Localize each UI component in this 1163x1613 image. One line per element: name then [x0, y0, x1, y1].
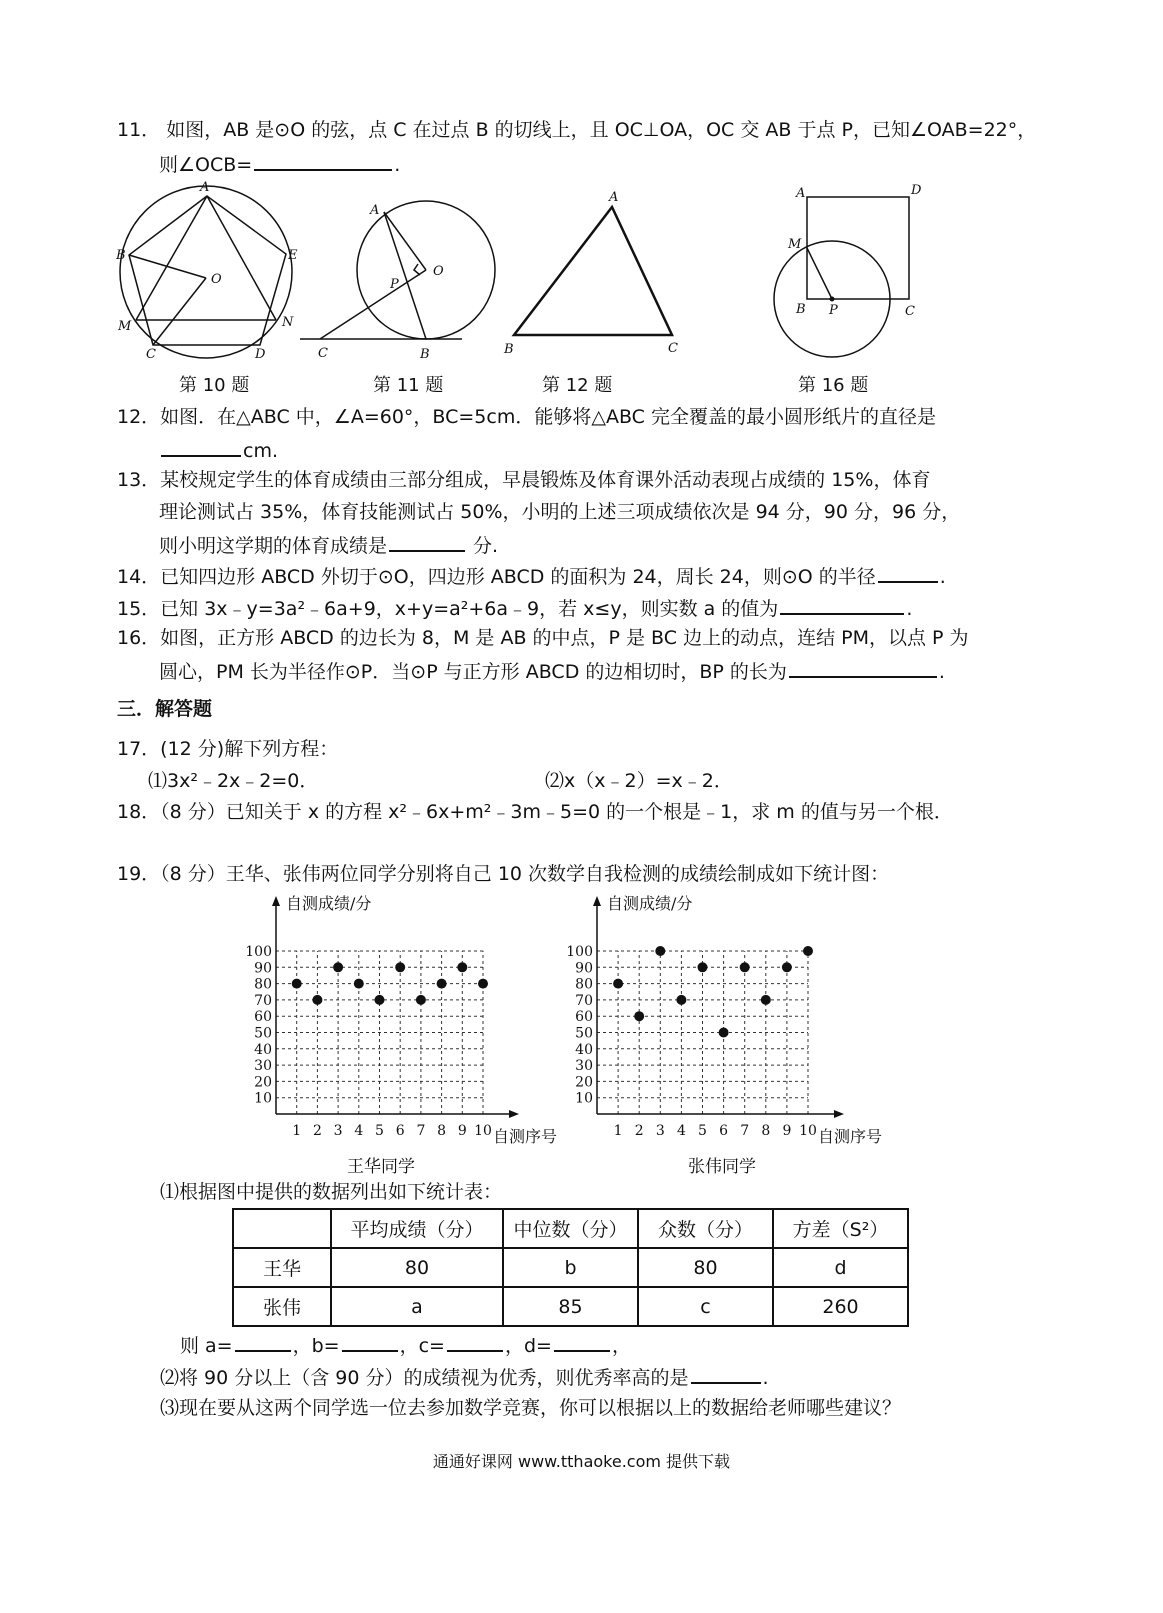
- svg-text:C: C: [146, 347, 156, 362]
- x-tick-label: 6: [395, 1123, 405, 1139]
- answer-blank: [389, 532, 465, 552]
- q17-eq1: ⑴3x²﹣2x﹣2=0．: [148, 770, 319, 792]
- figure-12: [514, 207, 672, 335]
- data-point: [354, 979, 364, 989]
- x-tick-label: 4: [354, 1123, 364, 1139]
- x-tick-label: 2: [312, 1123, 322, 1139]
- figure-16-caption: 第 16 题: [798, 375, 869, 396]
- y-tick-label: 90: [575, 960, 593, 977]
- table-cell: 80: [638, 1248, 773, 1287]
- y-axis-arrow: [272, 896, 280, 906]
- answer-blank: [691, 1364, 761, 1384]
- table-cell: 260: [773, 1287, 908, 1326]
- data-point: [655, 946, 665, 956]
- q13-line2: 理论测试占 35%，体育技能测试占 50%，小明的上述三项成绩依次是 94 分，90 分，96 分，: [159, 501, 961, 523]
- data-point: [698, 962, 708, 972]
- y-tick-label: 40: [575, 1041, 593, 1058]
- section-title: 三．解答题: [117, 698, 213, 720]
- y-tick-label: 70: [575, 992, 593, 1009]
- y-tick-label: 100: [245, 944, 272, 960]
- data-point: [395, 962, 405, 972]
- x-tick-label: 6: [719, 1123, 729, 1139]
- table-header-cell: 方差（S²）: [773, 1209, 908, 1248]
- y-tick-label: 50: [575, 1025, 593, 1042]
- svg-text:C: C: [668, 341, 678, 356]
- data-point: [782, 962, 792, 972]
- answer-blank: [554, 1332, 610, 1352]
- svg-text:M: M: [118, 319, 132, 334]
- table-header-cell: 平均成绩（分）: [331, 1209, 503, 1248]
- y-tick-label: 100: [566, 944, 593, 960]
- data-point: [416, 995, 426, 1005]
- table-row: [233, 1248, 908, 1287]
- data-point: [457, 962, 467, 972]
- x-axis-arrow: [834, 1110, 844, 1118]
- table-cell: 张伟: [233, 1287, 331, 1326]
- x-tick-label: 10: [474, 1123, 492, 1139]
- x-axis-title: 自测序号: [818, 1127, 883, 1146]
- svg-text:A: A: [609, 190, 619, 205]
- x-tick-label: 1: [292, 1123, 302, 1139]
- data-point: [312, 995, 322, 1005]
- svg-text:B: B: [796, 302, 806, 317]
- x-tick-label: 7: [740, 1123, 750, 1139]
- answer-blank: [447, 1332, 503, 1352]
- svg-text:P: P: [390, 277, 399, 292]
- table-cell: 85: [503, 1287, 638, 1326]
- answer-blank: [161, 437, 241, 457]
- y-tick-label: 40: [254, 1041, 272, 1058]
- data-point: [803, 946, 813, 956]
- table-cell: d: [773, 1248, 908, 1287]
- figure-11-caption: 第 11 题: [373, 375, 444, 396]
- q11-line2: 则∠OCB= .: [159, 151, 400, 177]
- y-tick-label: 60: [575, 1009, 593, 1026]
- svg-text:N: N: [282, 315, 294, 330]
- svg-text:O: O: [211, 272, 222, 287]
- svg-text:A: A: [200, 180, 210, 195]
- table-cell: 80: [331, 1248, 503, 1287]
- y-tick-label: 90: [254, 960, 272, 977]
- q13-line1: 13．某校规定学生的体育成绩由三部分组成，早晨锻炼及体育课外活动表现占成绩的 15%，体育: [117, 469, 931, 491]
- figure-10-labels: [115, 180, 298, 362]
- svg-text:C: C: [318, 346, 328, 361]
- y-axis-title: 自测成绩/分: [286, 894, 372, 913]
- q13-line3: 则小明这学期的体育成绩是 分.: [159, 532, 498, 558]
- q15-line: 15．已知 3x﹣y=3a²﹣6a+9，x+y=a²+6a﹣9，若 x≤y，则实数 a 的值为 .: [117, 595, 912, 621]
- data-point: [634, 1011, 644, 1021]
- data-point: [478, 979, 488, 989]
- part2-line: ⑵将 90 分以上（含 90 分）的成绩视为优秀，则优秀率高的是 .: [160, 1364, 769, 1390]
- svg-text:M: M: [788, 237, 802, 252]
- x-tick-label: 8: [761, 1123, 771, 1139]
- footer: 通通好课网 www.tthaoke.com 提供下载: [432, 1452, 731, 1471]
- data-point: [613, 979, 623, 989]
- x-axis-arrow: [509, 1110, 519, 1118]
- table-header-row: [233, 1209, 908, 1248]
- x-axis-title: 自测序号: [493, 1127, 558, 1146]
- data-point: [740, 962, 750, 972]
- figure-12-labels: [503, 190, 678, 357]
- x-tick-label: 1: [613, 1123, 623, 1139]
- figure-10: [120, 186, 292, 358]
- table-cell: 王华: [233, 1248, 331, 1287]
- y-axis-title: 自测成绩/分: [607, 894, 693, 913]
- table-header-cell: [233, 1209, 331, 1248]
- q14-line: 14．已知四边形 ABCD 外切于⊙O，四边形 ABCD 的面积为 24，周长 24，则⊙O 的半径 .: [117, 563, 946, 589]
- q12-line2: cm.: [159, 437, 278, 463]
- figure-16: [774, 197, 909, 357]
- svg-text:P: P: [829, 303, 838, 318]
- x-tick-label: 9: [457, 1123, 467, 1139]
- part1-intro: ⑴根据图中提供的数据列出如下统计表：: [160, 1181, 503, 1203]
- data-point: [719, 1028, 729, 1038]
- answer-blank: [342, 1332, 398, 1352]
- svg-text:D: D: [255, 347, 266, 362]
- y-tick-label: 80: [254, 976, 272, 993]
- x-tick-label: 2: [634, 1123, 644, 1139]
- q17-line1: 17．(12 分)解下列方程：: [117, 738, 339, 760]
- data-point: [676, 995, 686, 1005]
- x-tick-label: 3: [333, 1123, 343, 1139]
- answer-blank: [780, 595, 904, 615]
- y-tick-label: 10: [254, 1090, 272, 1107]
- table-header-cell: 中位数（分）: [503, 1209, 638, 1248]
- y-tick-label: 50: [254, 1025, 272, 1042]
- table-cell: c: [638, 1287, 773, 1326]
- x-tick-label: 8: [437, 1123, 447, 1139]
- x-tick-label: 4: [676, 1123, 686, 1139]
- y-axis-arrow: [593, 896, 601, 906]
- svg-text:A: A: [370, 203, 380, 218]
- y-tick-label: 70: [254, 992, 272, 1009]
- x-tick-label: 7: [416, 1123, 426, 1139]
- data-point: [375, 995, 385, 1005]
- svg-text:A: A: [796, 186, 806, 201]
- table-header-cell: 众数（分）: [638, 1209, 773, 1248]
- answers-line: 则 a= ，b= ，c= ，d= ，: [180, 1332, 631, 1358]
- q11-line1: 11． 如图，AB 是⊙O 的弦，点 C 在过点 B 的切线上，且 OC⊥OA，OC 交 AB 于点 P，已知∠OAB=22°，: [117, 119, 1037, 141]
- geometry-figures: [0, 180, 1163, 380]
- figure-12-caption: 第 12 题: [542, 375, 613, 396]
- table-row: [233, 1287, 908, 1326]
- statistics-table: [232, 1208, 909, 1327]
- q19-line: 19．（8 分）王华、张伟两位同学分别将自己 10 次数学自我检测的成绩绘制成如下统计图：: [117, 863, 890, 885]
- q17-eq2: ⑵x（x﹣2）=x﹣2．: [545, 770, 733, 792]
- data-point: [292, 979, 302, 989]
- score-charts: [0, 880, 1163, 1180]
- y-tick-label: 20: [254, 1074, 272, 1091]
- y-tick-label: 30: [254, 1058, 272, 1075]
- answer-blank: [789, 658, 937, 678]
- table-cell: b: [503, 1248, 638, 1287]
- chart-title: 王华同学: [347, 1157, 415, 1177]
- q18-line: 18．（8 分）已知关于 x 的方程 x²﹣6x+m²﹣3m﹣5=0 的一个根是﹣1，求 m 的值与另一个根．: [117, 801, 953, 823]
- figure-11: [300, 201, 495, 339]
- svg-text:E: E: [288, 248, 298, 263]
- data-point: [333, 962, 343, 972]
- answer-blank: [878, 563, 938, 583]
- q16-line1: 16．如图，正方形 ABCD 的边长为 8，M 是 AB 的中点，P 是 BC 边上的动点，连结 PM，以点 P 为: [117, 627, 969, 649]
- data-point: [761, 995, 771, 1005]
- x-tick-label: 5: [375, 1123, 384, 1139]
- x-tick-label: 5: [698, 1123, 707, 1139]
- table-cell: a: [331, 1287, 503, 1326]
- figure-10-caption: 第 10 题: [179, 375, 250, 396]
- x-tick-label: 3: [655, 1123, 665, 1139]
- x-tick-label: 9: [782, 1123, 792, 1139]
- y-tick-label: 80: [575, 976, 593, 993]
- answer-blank: [235, 1332, 291, 1352]
- y-tick-label: 60: [254, 1009, 272, 1026]
- svg-text:O: O: [433, 264, 444, 279]
- svg-text:B: B: [504, 342, 514, 357]
- part3-line: ⑶现在要从这两个同学选一位去参加数学竞赛，你可以根据以上的数据给老师哪些建议？: [160, 1397, 902, 1419]
- x-tick-label: 10: [799, 1123, 817, 1139]
- svg-text:C: C: [905, 304, 915, 319]
- data-point: [437, 979, 447, 989]
- svg-text:B: B: [420, 347, 430, 362]
- svg-text:D: D: [911, 183, 922, 198]
- chart-title: 张伟同学: [688, 1157, 756, 1177]
- svg-text:B: B: [116, 248, 126, 263]
- q16-line2: 圆心，PM 长为半径作⊙P．当⊙P 与正方形 ABCD 的边相切时，BP 的长为 .: [159, 658, 945, 684]
- y-tick-label: 10: [575, 1090, 593, 1107]
- answer-blank: [254, 151, 392, 171]
- y-tick-label: 20: [575, 1074, 593, 1091]
- y-tick-label: 30: [575, 1058, 593, 1075]
- q12-line1: 12．如图．在△ABC 中，∠A=60°，BC=5cm．能够将△ABC 完全覆盖的最小圆形纸片的直径是: [117, 406, 936, 428]
